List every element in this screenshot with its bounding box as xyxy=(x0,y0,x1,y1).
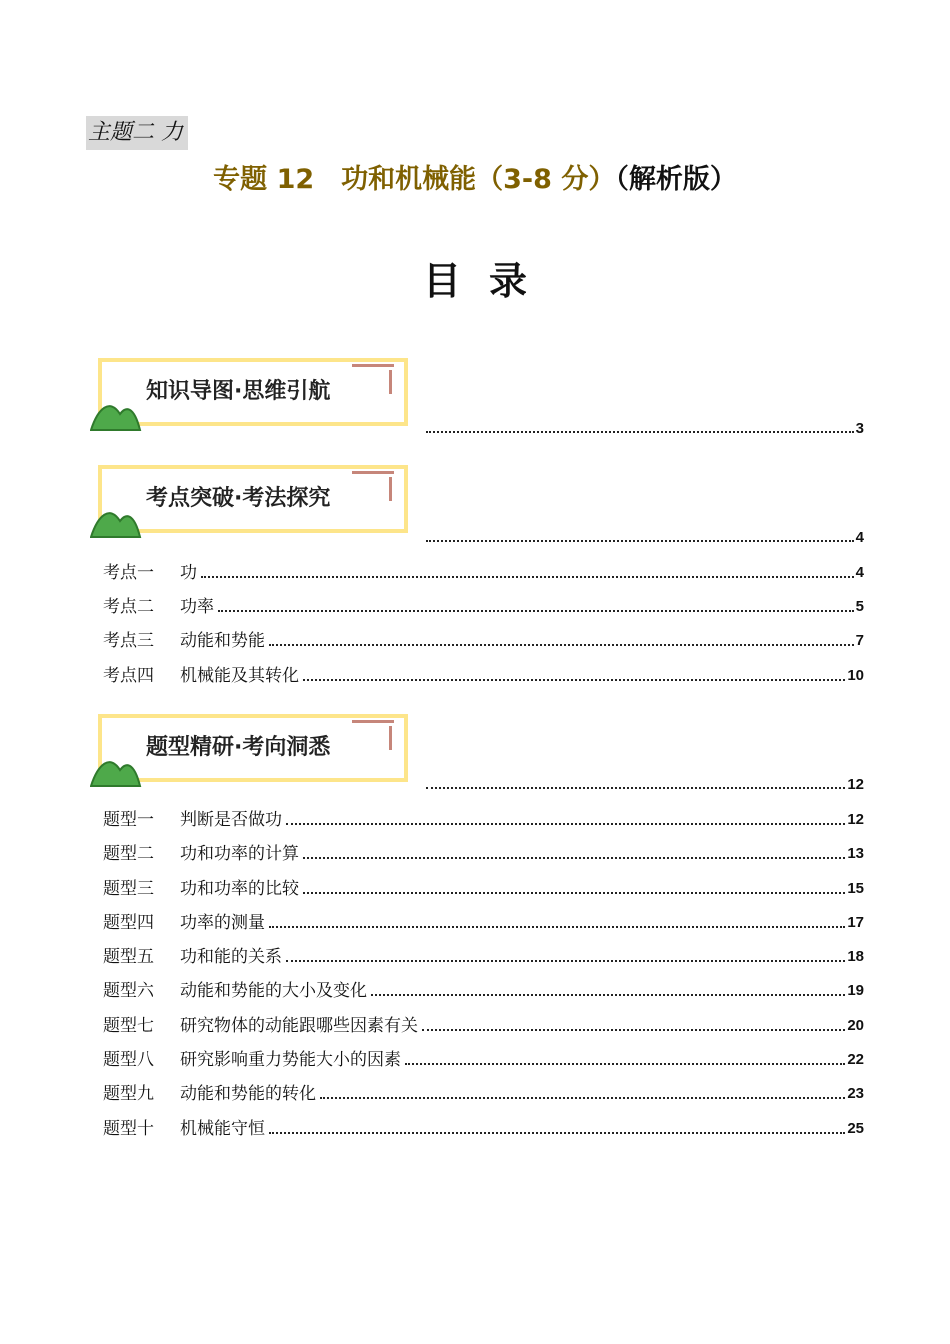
page-number: 22 xyxy=(847,1051,864,1068)
dot-leader xyxy=(320,1097,845,1099)
entry-name: 判断是否做功 xyxy=(180,810,282,830)
section-title: 知识导图·思维引航 xyxy=(146,379,331,404)
entry-name: 功和功率的计算 xyxy=(180,844,299,864)
toc-entry[interactable] xyxy=(103,662,864,686)
dot-leader xyxy=(201,576,854,578)
entry-name: 机械能及其转化 xyxy=(180,666,299,686)
title-main: 专题 12 功和机械能（3-8 分） xyxy=(213,164,616,195)
entry-code: 题型九 xyxy=(103,1084,154,1104)
section-banner-mindmap xyxy=(90,358,420,434)
entry-code: 题型八 xyxy=(103,1050,154,1070)
banner-accent-line xyxy=(352,720,394,723)
dot-leader xyxy=(286,823,845,825)
entry-name: 动能和势能的大小及变化 xyxy=(180,981,367,1001)
section-banner-question-types xyxy=(90,714,420,790)
section-title: 题型精研·考向洞悉 xyxy=(146,735,331,760)
toc-entry[interactable] xyxy=(103,627,864,651)
section-title: 考点突破·考法探究 xyxy=(146,486,331,511)
section-leader[interactable] xyxy=(426,772,864,794)
entry-code: 题型一 xyxy=(103,810,154,830)
dot-leader xyxy=(426,431,854,433)
dot-leader xyxy=(371,994,845,996)
hill-icon xyxy=(90,388,150,432)
dot-leader xyxy=(303,857,845,859)
toc-entry[interactable] xyxy=(103,559,864,583)
toc-entry[interactable] xyxy=(103,1012,864,1036)
dot-leader xyxy=(426,540,854,542)
page-number: 25 xyxy=(847,1120,864,1137)
entry-name: 功率的测量 xyxy=(180,913,265,933)
dot-leader xyxy=(422,1029,845,1031)
entry-name: 研究影响重力势能大小的因素 xyxy=(180,1050,401,1070)
toc-entry[interactable] xyxy=(103,909,864,933)
theme-label: 主题二 力 xyxy=(86,116,188,150)
document-title xyxy=(0,160,950,200)
page-number: 17 xyxy=(847,914,864,931)
page-number: 4 xyxy=(855,529,864,546)
toc-entry[interactable] xyxy=(103,875,864,899)
entry-code: 题型二 xyxy=(103,844,154,864)
banner-accent-line xyxy=(352,471,394,474)
section-banner-topics xyxy=(90,465,420,541)
page-number: 5 xyxy=(855,598,864,615)
entry-code: 考点一 xyxy=(103,563,154,583)
page-number: 23 xyxy=(847,1085,864,1102)
toc-entry[interactable] xyxy=(103,840,864,864)
toc-entry[interactable] xyxy=(103,593,864,617)
entry-name: 功 xyxy=(180,563,197,583)
toc-entry[interactable] xyxy=(103,977,864,1001)
entry-code: 题型五 xyxy=(103,947,154,967)
dot-leader xyxy=(426,787,845,789)
entry-name: 动能和势能 xyxy=(180,631,265,651)
toc-entry[interactable] xyxy=(103,806,864,830)
entry-code: 考点四 xyxy=(103,666,154,686)
hill-icon xyxy=(90,495,150,539)
toc-entry[interactable] xyxy=(103,1046,864,1070)
page-number: 18 xyxy=(847,948,864,965)
page-number: 19 xyxy=(847,982,864,999)
page-number: 20 xyxy=(847,1017,864,1034)
entry-code: 题型四 xyxy=(103,913,154,933)
page-number: 4 xyxy=(855,564,864,581)
entry-name: 动能和势能的转化 xyxy=(180,1084,316,1104)
page-number: 13 xyxy=(847,845,864,862)
banner-accent-line xyxy=(389,370,392,394)
page-number: 12 xyxy=(847,811,864,828)
entry-code: 考点二 xyxy=(103,597,154,617)
toc-entry[interactable] xyxy=(103,1115,864,1139)
entry-name: 功和功率的比较 xyxy=(180,879,299,899)
section-leader[interactable] xyxy=(426,416,864,438)
title-edition: （解析版） xyxy=(615,164,737,195)
entry-name: 功和能的关系 xyxy=(180,947,282,967)
entry-code: 题型七 xyxy=(103,1016,154,1036)
dot-leader xyxy=(218,610,854,612)
entry-code: 题型六 xyxy=(103,981,154,1001)
entry-name: 机械能守恒 xyxy=(180,1119,265,1139)
banner-accent-line xyxy=(389,726,392,750)
dot-leader xyxy=(269,926,845,928)
toc-heading: 目录 xyxy=(422,259,555,303)
entry-name: 功率 xyxy=(180,597,214,617)
page-number: 3 xyxy=(855,420,864,437)
banner-accent-line xyxy=(389,477,392,501)
dot-leader xyxy=(303,892,845,894)
dot-leader xyxy=(269,644,854,646)
hill-icon xyxy=(90,744,150,788)
banner-accent-line xyxy=(352,364,394,367)
dot-leader xyxy=(405,1063,845,1065)
dot-leader xyxy=(269,1132,845,1134)
section-leader[interactable] xyxy=(426,525,864,547)
dot-leader xyxy=(303,679,845,681)
entry-name: 研究物体的动能跟哪些因素有关 xyxy=(180,1016,418,1036)
entry-code: 考点三 xyxy=(103,631,154,651)
dot-leader xyxy=(286,960,845,962)
page-number: 7 xyxy=(855,632,864,649)
entry-code: 题型十 xyxy=(103,1119,154,1139)
toc-entry[interactable] xyxy=(103,1080,864,1104)
page-number: 10 xyxy=(847,667,864,684)
page-number: 12 xyxy=(847,776,864,793)
entry-code: 题型三 xyxy=(103,879,154,899)
page-number: 15 xyxy=(847,880,864,897)
toc-entry[interactable] xyxy=(103,943,864,967)
